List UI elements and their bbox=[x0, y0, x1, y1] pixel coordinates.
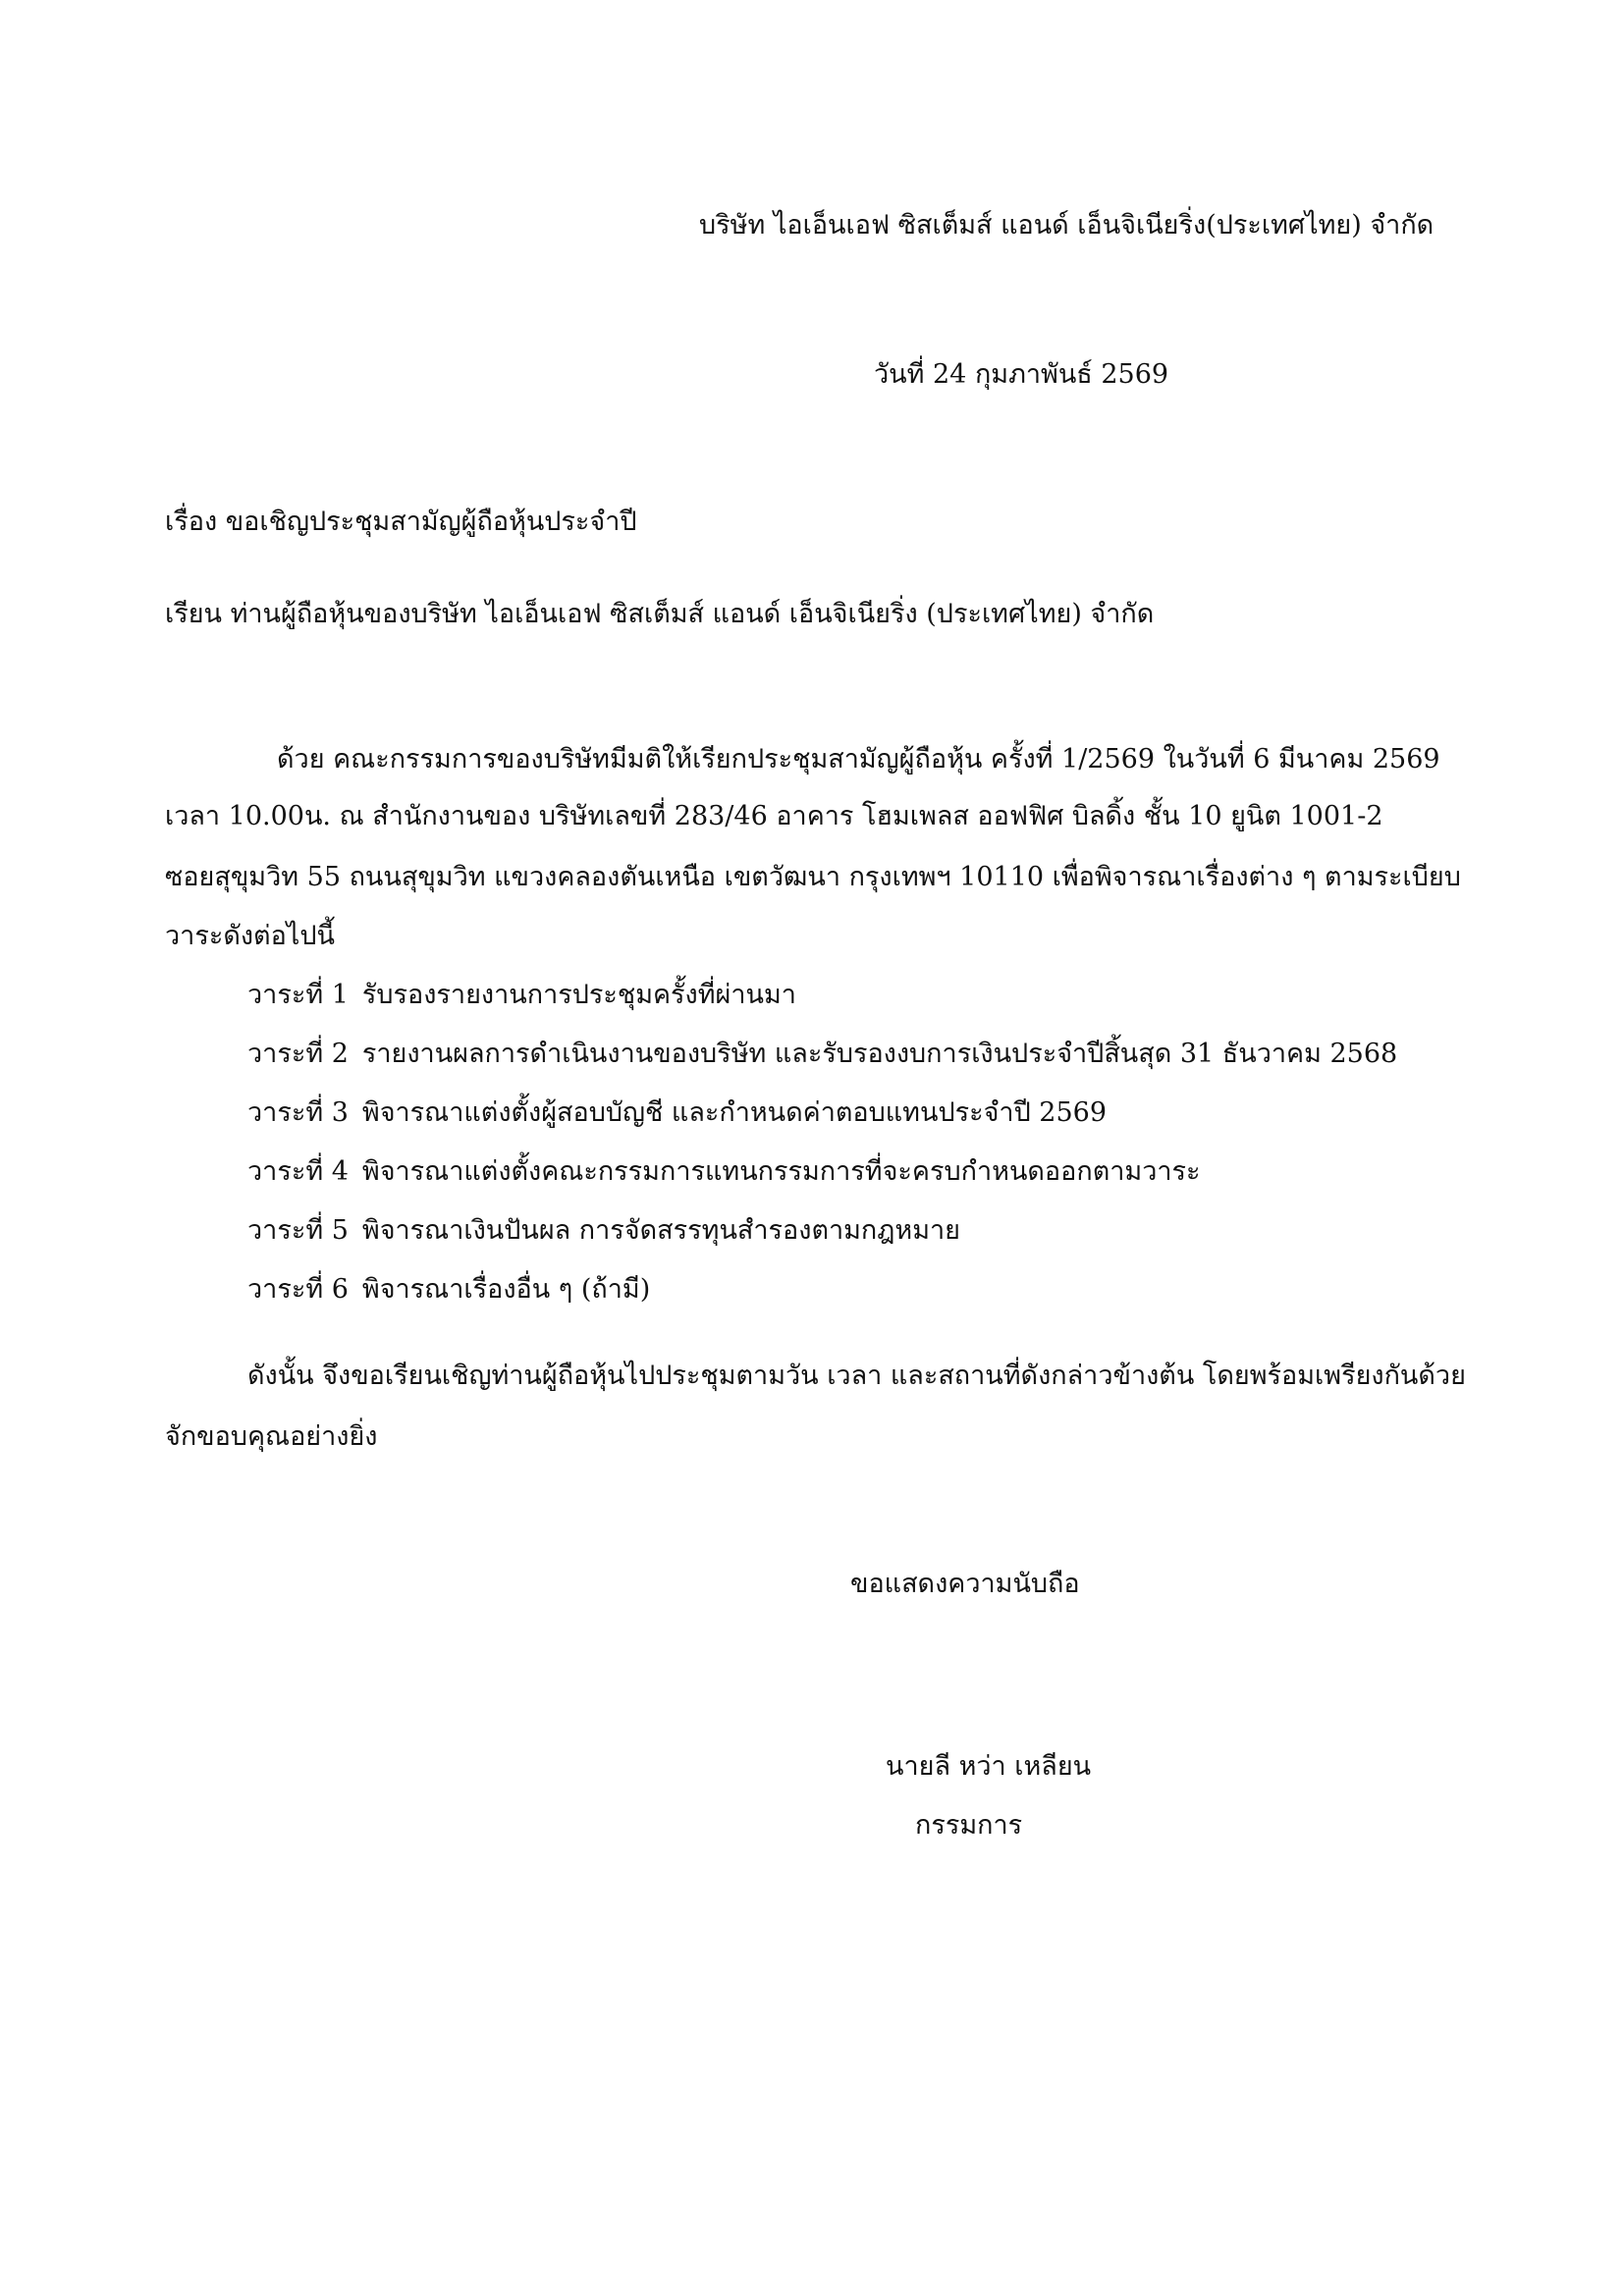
agenda-item bbox=[247, 1217, 960, 1244]
agenda-text: รายงานผลการดำเนินงานของบริษัท และรับรองงบการเงินประจำปีสิ้นสุด 31 ธันวาคม 2568 bbox=[361, 1039, 1398, 1069]
agenda-number: วาระที่ 1 bbox=[247, 980, 349, 1010]
agenda-number: วาระที่ 6 bbox=[247, 1274, 349, 1305]
agenda-number: วาระที่ 5 bbox=[247, 1215, 349, 1246]
complimentary-close: ขอแสดงความนับถือ bbox=[850, 1569, 1080, 1599]
agenda-text: รับรองรายงานการประชุมครั้งที่ผ่านมา bbox=[361, 980, 796, 1010]
letter-date: วันที่ 24 กุมภาพันธ์ 2569 bbox=[874, 359, 1169, 390]
agenda-text: พิจารณาเงินปันผล การจัดสรรทุนสำรองตามกฎหมาย bbox=[361, 1215, 960, 1246]
body-line: ด้วย คณะกรรมการของบริษัทมีมติให้เรียกประชุมสามัญผู้ถือหุ้น ครั้งที่ 1/2569 ในวันที่ 6 มีนาคม 2569 bbox=[277, 744, 1440, 774]
salutation: เรียน ท่านผู้ถือหุ้นของบริษัท ไอเอ็นเอฟ ซิสเต็มส์ แอนด์ เอ็นจิเนียริ่ง (ประเทศไทย) จำกัด bbox=[165, 599, 1155, 629]
closing-line: ดังนั้น จึงขอเรียนเชิญท่านผู้ถือหุ้นไปประชุมตามวัน เวลา และสถานที่ดังกล่าวข้างต้น โดยพร้อมเพรียงกันด้วย bbox=[247, 1361, 1466, 1391]
body-line: ซอยสุขุมวิท 55 ถนนสุขุมวิท แขวงคลองตันเหนือ เขตวัฒนา กรุงเทพฯ 10110 เพื่อพิจารณาเรื่องต่าง ๆ ตามระเบียบ bbox=[165, 862, 1461, 892]
agenda-item bbox=[247, 1041, 1397, 1067]
agenda-item bbox=[247, 1099, 1107, 1126]
agenda-number: วาระที่ 4 bbox=[247, 1156, 349, 1187]
agenda-item bbox=[247, 1158, 1201, 1185]
signer-title: กรรมการ bbox=[915, 1810, 1023, 1841]
agenda-item bbox=[247, 1276, 650, 1303]
agenda-text: พิจารณาแต่งตั้งคณะกรรมการแทนกรรมการที่จะครบกำหนดออกตามวาระ bbox=[361, 1156, 1201, 1187]
signer-name: นายลี หว่า เหลียน bbox=[886, 1751, 1092, 1782]
company-name: บริษัท ไอเอ็นเอฟ ซิสเต็มส์ แอนด์ เอ็นจิเนียริ่ง(ประเทศไทย) จำกัด bbox=[699, 210, 1435, 240]
agenda-text: พิจารณาแต่งตั้งผู้สอบบัญชี และกำหนดค่าตอบแทนประจำปี 2569 bbox=[361, 1097, 1107, 1128]
agenda-number: วาระที่ 3 bbox=[247, 1097, 349, 1128]
closing-line: จักขอบคุณอย่างยิ่ง bbox=[165, 1421, 378, 1452]
subject-line: เรื่อง ขอเชิญประชุมสามัญผู้ถือหุ้นประจำปี bbox=[165, 507, 637, 537]
body-line: วาระดังต่อไปนี้ bbox=[165, 921, 335, 951]
agenda-text: พิจารณาเรื่องอื่น ๆ (ถ้ามี) bbox=[361, 1274, 651, 1305]
agenda-number: วาระที่ 2 bbox=[247, 1039, 349, 1069]
agenda-item bbox=[247, 982, 796, 1008]
body-line: เวลา 10.00น. ณ สำนักงานของ บริษัทเลขที่ 283/46 อาคาร โฮมเพลส ออฟฟิศ บิลดิ้ง ชั้น 10 ยูนิต 1001-2 bbox=[165, 801, 1383, 831]
